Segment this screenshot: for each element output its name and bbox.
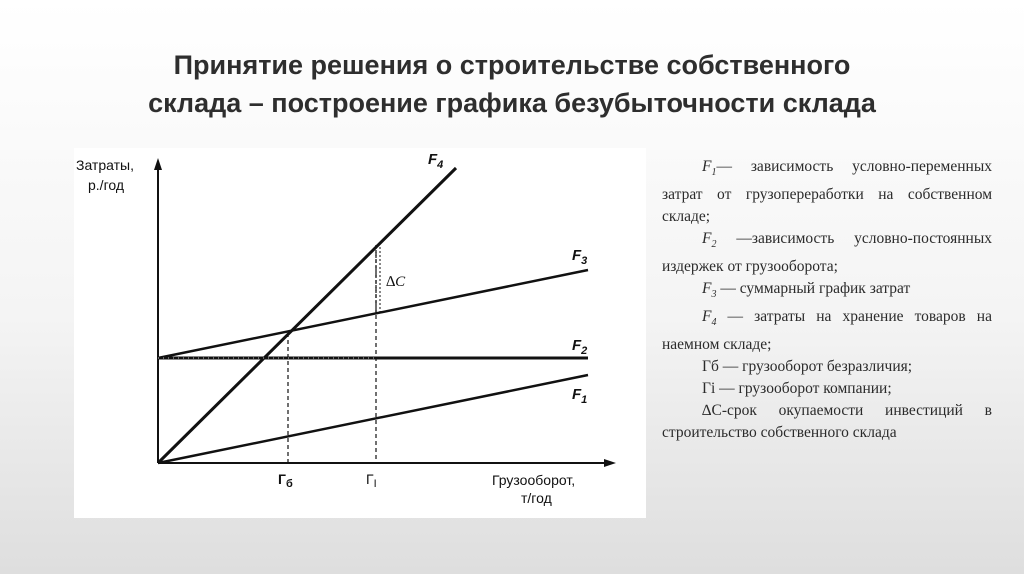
legend-symbol-f3: $F_3$ xyxy=(702,280,717,301)
break-even-diagram xyxy=(74,148,646,518)
label-f1: $F_1$ xyxy=(572,386,588,406)
legend xyxy=(662,156,992,444)
y-axis-arrow xyxy=(154,158,162,170)
y-axis-label-line-2: р./год xyxy=(88,177,125,193)
legend-text-f3: — суммарный график затрат xyxy=(716,280,911,298)
legend-item-f1 xyxy=(662,156,992,228)
legend-symbol-f1: $F_1$ xyxy=(702,158,717,179)
y-axis-label-line-1: Затраты, xyxy=(76,157,134,173)
x-axis-arrow xyxy=(604,459,616,467)
legend-symbol-f2: $F_2$ xyxy=(702,230,717,251)
delta-c-label: ∆С xyxy=(386,274,406,290)
label-f3: $F_3$ xyxy=(572,247,588,267)
x-axis-label-line-2: т/год xyxy=(521,490,552,506)
legend-text-f1: — зависимость условно-переменных затрат от грузопереработки на собственном складе; xyxy=(662,158,992,226)
label-f4: $F_4$ xyxy=(428,151,444,171)
legend-item-gb: Гб — грузооборот безразличия; xyxy=(702,358,913,376)
tick-label-gb: $Г_б$ xyxy=(278,471,293,490)
legend-symbol-f4: $F_4$ xyxy=(702,308,717,329)
legend-item-f4 xyxy=(662,306,992,356)
legend-item-f3 xyxy=(662,278,992,306)
diagram-svg xyxy=(74,148,646,518)
slide-title xyxy=(60,46,964,122)
curve-f3 xyxy=(158,270,588,358)
tick-label-gi: $Г_I$ xyxy=(366,471,377,490)
legend-item-gi: Гi — грузооборот компании; xyxy=(702,380,892,398)
legend-item-f2 xyxy=(662,228,992,278)
curve-f4 xyxy=(158,168,456,463)
curve-f1 xyxy=(158,375,588,463)
slide-title-line-1: Принятие решения о строительстве собственного xyxy=(173,50,851,80)
legend-text-f4: — затраты на хранение товаров на наемном складе; xyxy=(662,308,992,354)
legend-text-f2: —зависимость условно-постоянных издержек от грузооборота; xyxy=(662,230,992,276)
legend-item-dc: ∆С-срок окупаемости инвестиций в строительство собственного склада xyxy=(662,402,992,442)
label-f2: $F_2$ xyxy=(572,337,588,357)
x-axis-label-line-1: Грузооборот, xyxy=(492,472,576,488)
slide-title-line-2: склада – построение графика безубыточности склада xyxy=(148,88,876,118)
